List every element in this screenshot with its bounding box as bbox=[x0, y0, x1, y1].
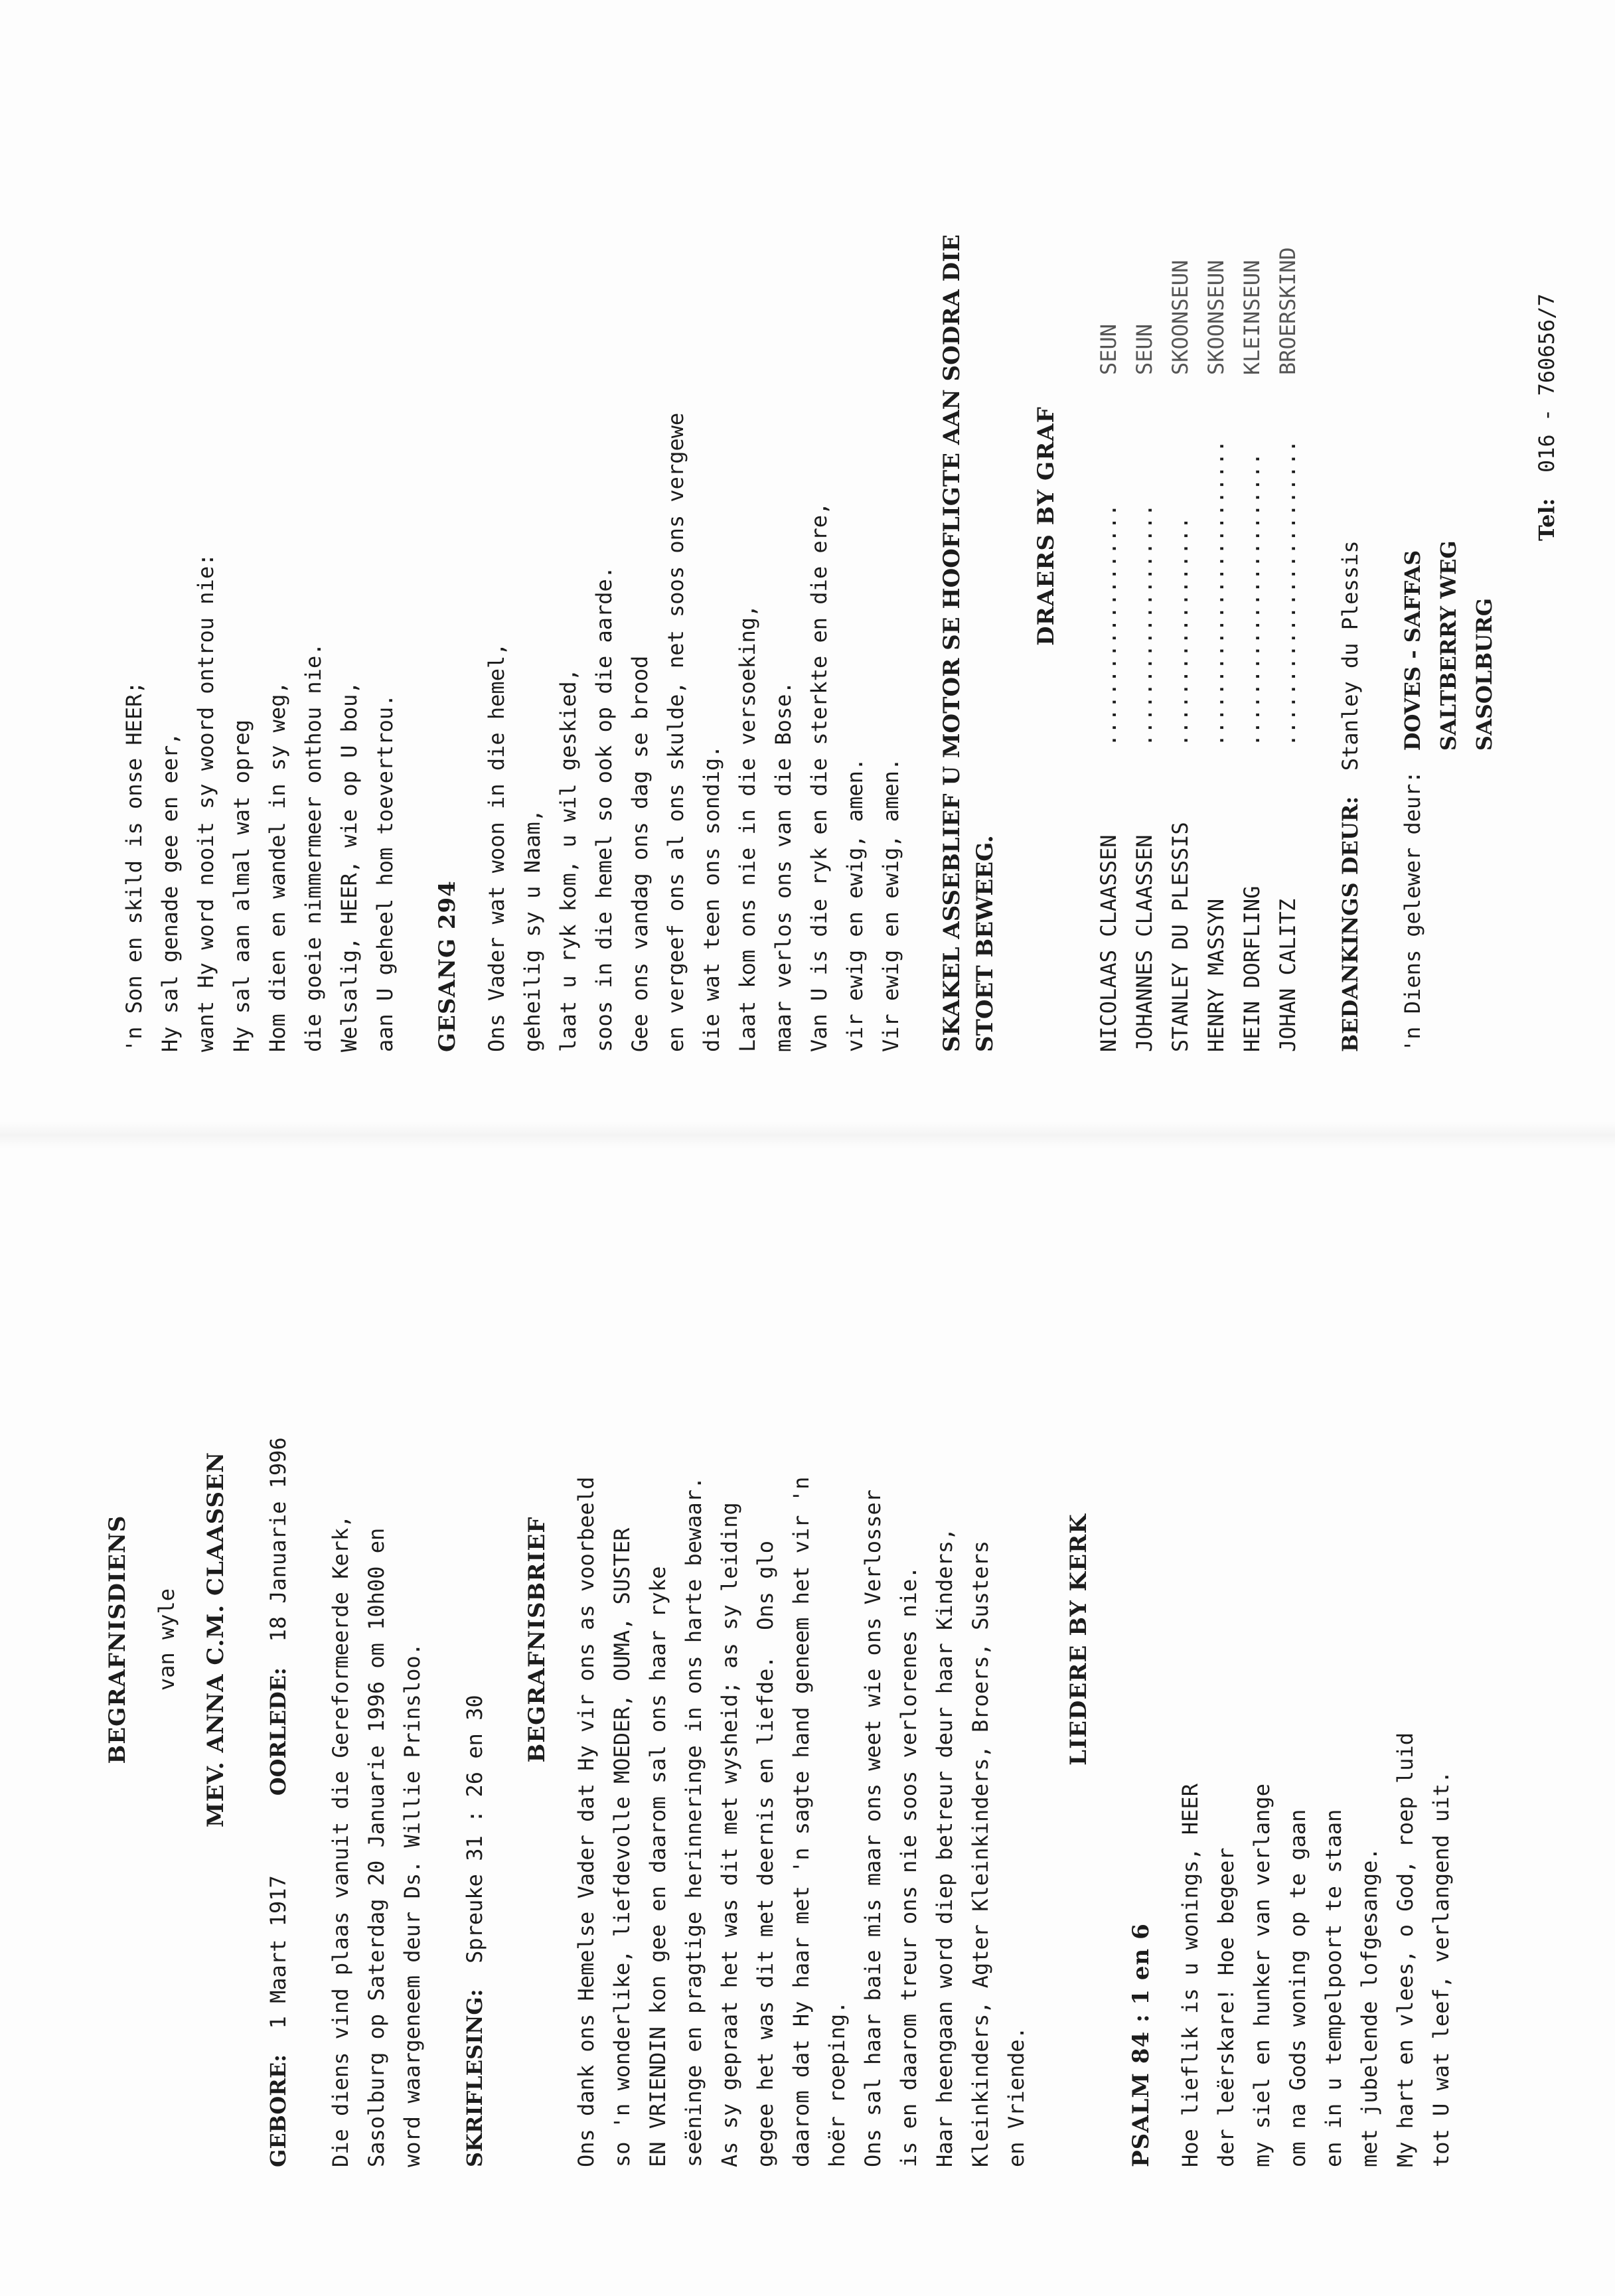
address-line: SALTBERRY WEG bbox=[1436, 540, 1461, 751]
letter-line: is en daarom treur ons nie soos verlorenes nie. bbox=[896, 1566, 921, 2167]
psalm-line: My hart en vlees, o God, roep luid bbox=[1393, 1732, 1418, 2167]
undertaker-block bbox=[1395, 0, 1502, 1052]
bearer-relation: SEUN bbox=[1096, 323, 1121, 375]
hymn-line: Laat kom ons nie in die versoeking, bbox=[735, 604, 760, 1052]
psalm-line: en in u tempelpoort te staan bbox=[1321, 1809, 1346, 2167]
psalm-line: Hoe lieflik is u wonings, HEER bbox=[1178, 1784, 1203, 2167]
hymn-line: maar verlos ons van die Bose. bbox=[771, 681, 796, 1052]
psalm-line: my siel en hunker van verlange bbox=[1249, 1784, 1274, 2167]
hymn-heading: GESANG 294 bbox=[434, 880, 461, 1052]
bearer-dots: ....................... bbox=[1239, 452, 1265, 747]
address-line: SASOLBURG bbox=[1472, 597, 1497, 751]
letter-line: As sy gepraat het was dit met wysheid; as sy leiding bbox=[717, 1502, 742, 2167]
hymn-line: Ons Vader wat woon in die hemel, bbox=[484, 643, 509, 1052]
psalm-text bbox=[1172, 1112, 1459, 2167]
verse-line: 'n Son en skild is onse HEER; bbox=[121, 681, 147, 1052]
notice-line: SKAKEL ASSEBLIEF U MOTOR SE HOOFLIGTE AAN SODRA DIE bbox=[939, 234, 965, 1052]
bearer-name: STANLEY DU PLESSIS bbox=[1168, 822, 1193, 1052]
pallbearers-list bbox=[1091, 0, 1306, 1052]
service-line: word waargeneem deur Ds. Willie Prinsloo. bbox=[400, 1643, 425, 2167]
letter-line: Ons dank ons Hemelse Vader dat Hy vir ons as voorbeeld bbox=[574, 1476, 599, 2167]
letter-line: Kleinkinders, Agter Kleinkinders, Broers, Susters bbox=[968, 1540, 993, 2167]
pallbearers-heading: DRAERS BY GRAF bbox=[1033, 406, 1059, 646]
born-label: GEBORE: bbox=[266, 2054, 291, 2167]
scripture-value: Spreuke 31 : 26 en 30 bbox=[462, 1695, 487, 1963]
bearer-name: NICOLAAS CLAASSEN bbox=[1096, 834, 1121, 1052]
notice-line: STOET BEWEEG. bbox=[972, 835, 998, 1052]
bearer-name: JOHAN CALITZ bbox=[1275, 898, 1300, 1052]
service-line: Sasolburg op Saterdag 20 Januarie 1996 om 10h00 en bbox=[364, 1527, 389, 2167]
service-by-label: 'n Diens gelewer deur: bbox=[1400, 771, 1425, 1052]
funeral-letter bbox=[568, 1112, 1034, 2167]
service-line: Die diens vind plaas vanuit die Gereformeerde Kerk, bbox=[328, 1515, 353, 2167]
born-date: 1 Maart 1917 bbox=[266, 1875, 291, 2029]
bearer-name: JOHANNES CLAASSEN bbox=[1132, 834, 1157, 1052]
bearer-name: HEIN DORFLING bbox=[1239, 885, 1265, 1052]
died-label: OORLEDE: bbox=[266, 1667, 291, 1796]
bearer-name: HENRY MASSYN bbox=[1203, 898, 1229, 1052]
deceased-name: MEV. ANNA C.M. CLAASSEN bbox=[202, 1451, 229, 1828]
thanks-label: BEDANKINGS DEUR: bbox=[1338, 796, 1363, 1052]
verse-line: want Hy word nooit sy woord ontrou nie: bbox=[193, 553, 218, 1052]
bearer-dots: ........................ bbox=[1203, 439, 1229, 747]
bearer-relation: KLEINSEUN bbox=[1239, 260, 1265, 375]
verse-line: Hom dien en wandel in sy weg, bbox=[265, 681, 290, 1052]
funeral-program-first-page bbox=[100, 1112, 1454, 2167]
church-songs-heading: LIEDERE BY KERK bbox=[1065, 1513, 1092, 1766]
psalm-line: der leërskare! Hoe begeer bbox=[1213, 1847, 1239, 2167]
bearer-relation: SEUN bbox=[1132, 323, 1157, 375]
telephone-label: Tel: bbox=[1534, 498, 1559, 541]
address-line: DOVES - SAFFAS bbox=[1400, 550, 1425, 751]
letter-line: EN VRIENDIN kon gee en daarom sal ons haar ryke bbox=[645, 1566, 670, 2167]
letter-line: en Vriende. bbox=[1004, 2027, 1029, 2167]
undertaker-address bbox=[1395, 540, 1502, 751]
telephone-row bbox=[1529, 0, 1565, 541]
letter-line: gegee het was dit met deernis en liefde. Ons glo bbox=[753, 1540, 778, 2167]
hymn-text bbox=[479, 0, 909, 1052]
psalm-line: met jubelende lofgesange. bbox=[1357, 1847, 1382, 2167]
bearer-dots: ................... bbox=[1132, 503, 1157, 747]
bearer-relation: BROERSKIND bbox=[1275, 247, 1300, 375]
hymn-line: die wat teen ons sondig. bbox=[699, 745, 724, 1052]
psalm-heading: PSALM 84 : 1 en 6 bbox=[1128, 1923, 1154, 2167]
funeral-letter-heading: BEGRAFNISBRIEF bbox=[524, 1516, 550, 1763]
headlights-notice bbox=[935, 0, 1002, 1052]
letter-line: hoër roeping. bbox=[824, 2001, 850, 2167]
bearer-dots: .................. bbox=[1168, 516, 1193, 747]
psalm-line: om na Gods woning op te gaan bbox=[1285, 1809, 1310, 2167]
verse-line: aan U geheel hom toevertrou. bbox=[372, 694, 398, 1052]
verse-line: Welsalig, HEER, wie op U bou, bbox=[337, 681, 362, 1052]
verse-line: die goeie nimmermeer onthou nie. bbox=[301, 643, 326, 1052]
bearer-dots: ........................ bbox=[1275, 439, 1300, 747]
letter-line: seëninge en pragtige herinneringe in ons harte bewaar. bbox=[681, 1476, 706, 2167]
hymn-line: soos in die hemel so ook op die aarde. bbox=[591, 566, 617, 1052]
service-details bbox=[323, 1112, 430, 2167]
program-title: BEGRAFNISDIENS bbox=[104, 1515, 131, 1764]
program-subtitle: van wyle bbox=[154, 1588, 179, 1691]
hymn-line: Gee ons vandag ons dag se brood bbox=[627, 655, 653, 1052]
bearer-relation: SKOONSEUN bbox=[1168, 260, 1193, 375]
hymn-line: Vir ewig en ewig, amen. bbox=[878, 757, 903, 1052]
psalm-continuation bbox=[116, 0, 403, 1052]
hymn-line: vir ewig en ewig, amen. bbox=[842, 757, 868, 1052]
died-date: 18 Januarie 1996 bbox=[266, 1437, 291, 1642]
letter-line: Ons sal haar baie mis maar ons weet wie ons Verlosser bbox=[860, 1489, 885, 2167]
thanks-value: Stanley du Plessis bbox=[1338, 540, 1363, 771]
hymn-line: en vergeef ons al ons skulde, net soos ons vergewe bbox=[663, 412, 688, 1052]
hymn-line: geheilig sy u Naam, bbox=[520, 808, 545, 1052]
scripture-reading bbox=[457, 1112, 493, 2167]
verse-line: Hy sal genade gee en eer, bbox=[157, 732, 183, 1052]
psalm-line: tot U wat leef, verlangend uit. bbox=[1428, 1770, 1454, 2167]
thanks-row bbox=[1332, 0, 1368, 1052]
hymn-line: laat u ryk kom, u wil geskied, bbox=[556, 668, 581, 1052]
scripture-label: SKRIFLESING: bbox=[462, 1989, 487, 2167]
bearer-dots: ................... bbox=[1096, 503, 1121, 747]
verse-line: Hy sal aan almal wat opreg bbox=[229, 720, 254, 1052]
letter-line: daarom dat Hy haar met 'n sagte hand geneem het vir 'n bbox=[789, 1476, 814, 2167]
letter-line: Haar heengaan word diep betreur deur haar Kinders, bbox=[932, 1527, 957, 2167]
hymn-line: Van U is die ryk en die sterkte en die ere, bbox=[807, 502, 832, 1052]
funeral-program-second-page bbox=[116, 0, 1559, 1052]
letter-line: so 'n wonderlike, liefdevolle MOEDER, OUMA, SUSTER bbox=[609, 1527, 635, 2167]
dates-row bbox=[260, 1112, 296, 2167]
telephone-number: 016 - 760656/7 bbox=[1534, 293, 1559, 473]
bearer-relation: SKOONSEUN bbox=[1203, 260, 1229, 375]
